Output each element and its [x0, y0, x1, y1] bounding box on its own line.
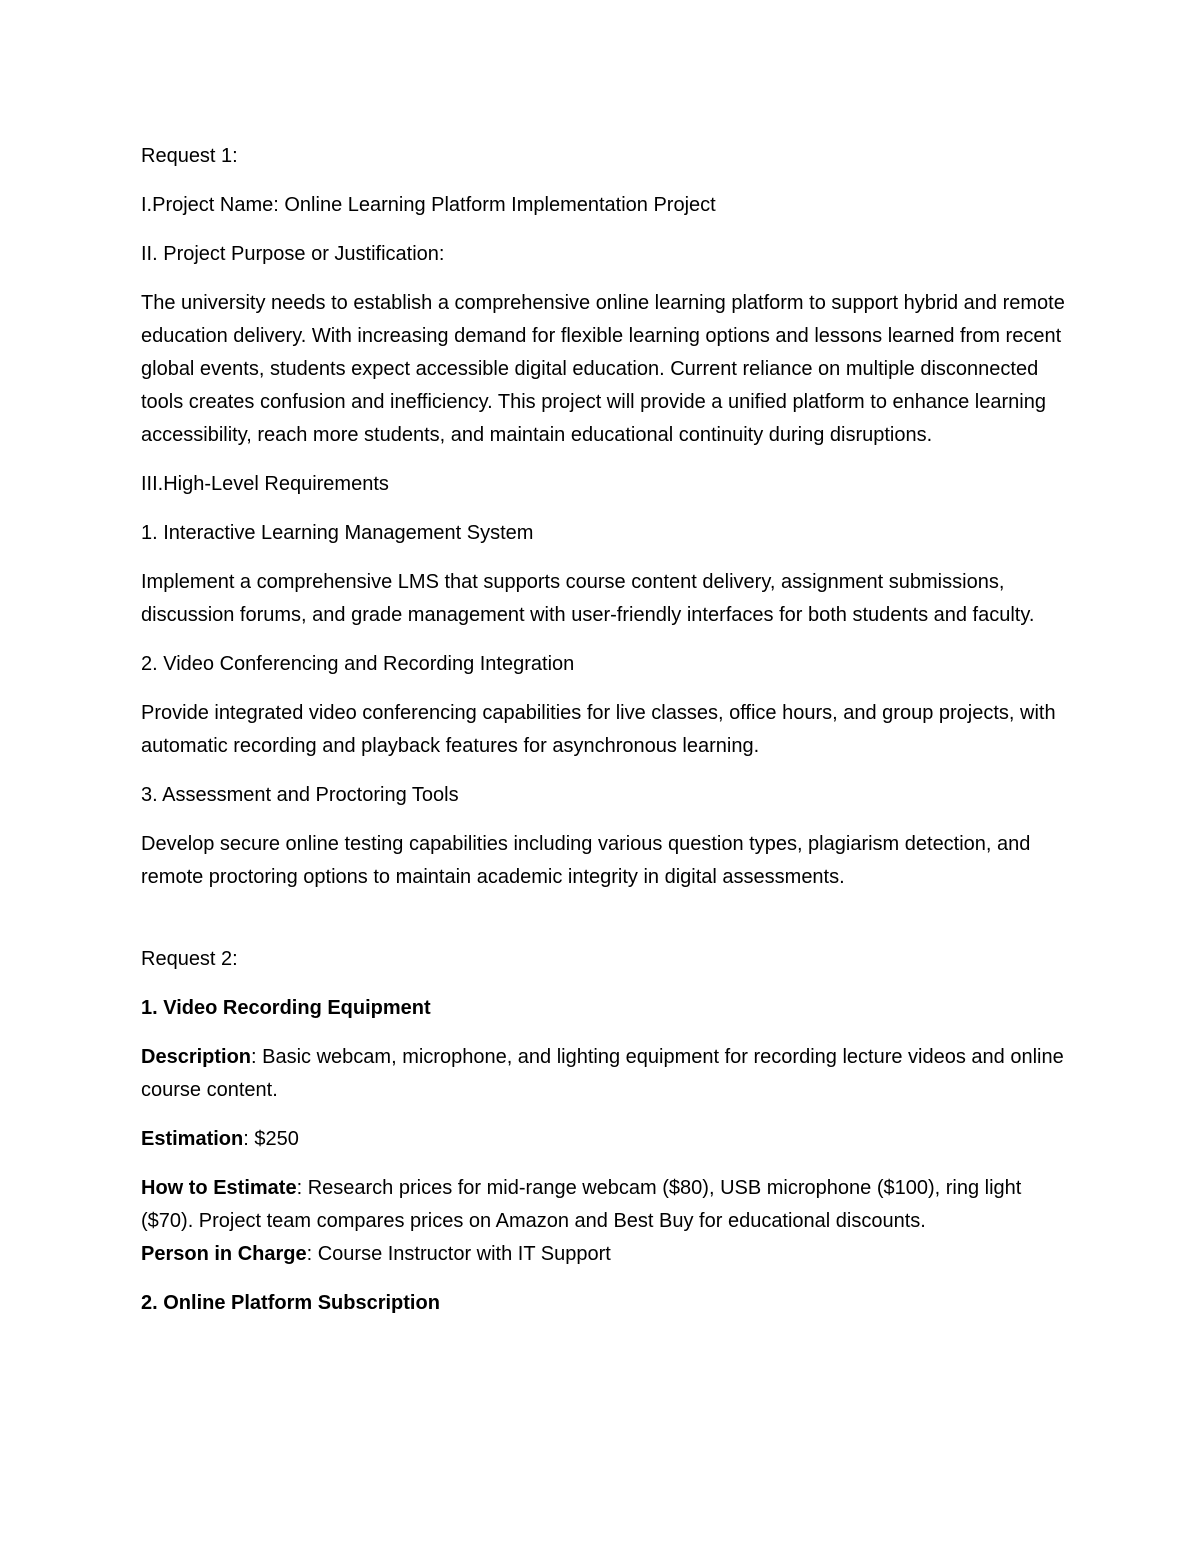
person-in-charge-text: : Course Instructor with IT Support	[306, 1243, 611, 1265]
description-line	[141, 1041, 1071, 1107]
estimation-label: Estimation	[141, 1128, 244, 1150]
how-to-estimate-text: : Research prices for mid-range webcam ($80), USB microphone ($100), ring light ($70). Project team compares prices on Amazon and Best Buy for educational discounts.	[141, 1177, 1022, 1232]
estimate-method-block	[141, 1172, 1071, 1271]
purpose-heading: II. Project Purpose or Justification:	[141, 243, 445, 265]
requirement-text: Develop secure online testing capabilities including various question types, plagiarism detection, and remote proctoring options to maintain academic integrity in digital assessments.	[141, 833, 1031, 888]
item-heading: 2. Online Platform Subscription	[141, 1292, 440, 1314]
requirement-text: Implement a comprehensive LMS that supports course content delivery, assignment submissions, discussion forums, and grade management with user-friendly interfaces for both students and faculty.	[141, 571, 1035, 626]
request-2-title: Request 2:	[141, 948, 238, 970]
requirement-text: Provide integrated video conferencing capabilities for live classes, office hours, and group projects, with automatic recording and playback features for asynchronous learning.	[141, 702, 1056, 757]
description-label: Description	[141, 1046, 252, 1068]
person-in-charge-label: Person in Charge	[141, 1243, 307, 1265]
estimation-line	[141, 1123, 1071, 1156]
requirement-title: 1. Interactive Learning Management System	[141, 522, 534, 544]
description-text: : Basic webcam, microphone, and lighting equipment for recording lecture videos and online course content.	[141, 1046, 1064, 1101]
how-to-estimate-label: How to Estimate	[141, 1177, 297, 1199]
document-page	[141, 140, 1071, 1336]
section-spacer	[141, 910, 1071, 943]
purpose-paragraph: The university needs to establish a comprehensive online learning platform to support hybrid and remote education delivery. With increasing demand for flexible learning options and lessons learned from recent global events, students expect accessible digital education. Current reliance on multiple disconnected tools creates confusion and inefficiency. This project will provide a unified platform to enhance learning accessibility, reach more students, and maintain educational continuity during disruptions.	[141, 292, 1065, 446]
requirement-title: 2. Video Conferencing and Recording Integration	[141, 653, 575, 675]
project-name: I.Project Name: Online Learning Platform Implementation Project	[141, 194, 716, 216]
item-heading: 1. Video Recording Equipment	[141, 997, 431, 1019]
requirement-title: 3. Assessment and Proctoring Tools	[141, 784, 459, 806]
estimation-text: : $250	[243, 1128, 299, 1150]
requirements-heading: III.High-Level Requirements	[141, 473, 389, 495]
request-1-title: Request 1:	[141, 145, 238, 167]
